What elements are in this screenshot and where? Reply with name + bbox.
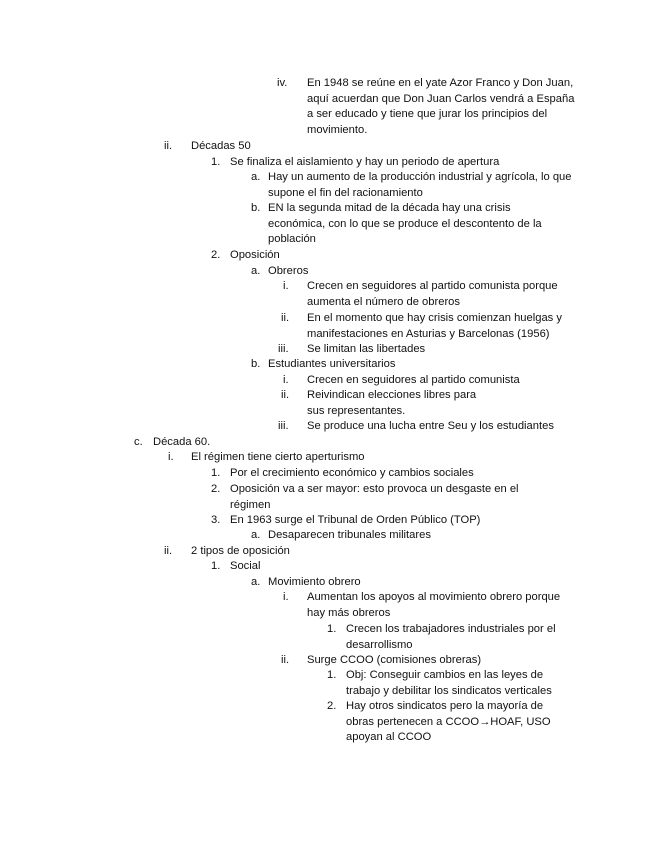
item-marker: i.	[283, 374, 289, 386]
item-text: Se limitan las libertades	[307, 343, 426, 355]
item-text: En 1948 se reúne en el yate Azor Franco y Don Juan, aquí acuerdan que Don Juan Carlos vendrá a España a ser educado y tiene que jurar los principios del movimiento.	[307, 77, 575, 136]
item-marker: b.	[251, 358, 261, 370]
item-text: 2 tipos de oposición	[191, 545, 290, 557]
item-marker: b.	[251, 202, 261, 214]
item-marker: 2.	[327, 700, 337, 712]
item-text: El régimen tiene cierto aperturismo	[191, 451, 365, 463]
item-marker: a.	[251, 265, 261, 277]
item-text: Surge CCOO (comisiones obreras)	[307, 654, 482, 666]
item-text: Décadas 50	[191, 140, 251, 152]
item-marker: ii.	[281, 654, 290, 666]
item-marker: ii.	[164, 140, 173, 152]
item-text: Hay un aumento de la producción industrial y agrícola, lo que supone el fin del racionamiento	[268, 171, 572, 199]
item-text: Reivindican elecciones libres para sus representantes.	[307, 389, 477, 417]
item-text: Crecen en seguidores al partido comunista	[307, 374, 520, 386]
item-marker: 1.	[211, 156, 221, 168]
item-text: Aumentan los apoyos al movimiento obrero porque hay más obreros	[307, 591, 561, 619]
item-marker: a.	[251, 171, 261, 183]
item-text: Oposición	[230, 249, 280, 261]
item-text: Crecen los trabajadores industriales por el desarrollismo	[346, 623, 556, 651]
item-text: En 1963 surge el Tribunal de Orden Público (TOP)	[230, 514, 481, 526]
item-marker: iii.	[278, 420, 289, 432]
item-marker: i.	[168, 451, 174, 463]
item-text: Obj: Conseguir cambios en las leyes de trabajo y debilitar los sindicatos verticales	[346, 669, 552, 697]
item-text: En el momento que hay crisis comienzan huelgas y manifestaciones en Asturias y Barcelonas (1956)	[307, 312, 562, 340]
item-text: Se finaliza el aislamiento y hay un periodo de apertura	[230, 156, 500, 168]
item-text: Oposición va a ser mayor: esto provoca un desgaste en el régimen	[230, 483, 519, 511]
item-text: EN la segunda mitad de la década hay una crisis económica, con lo que se produce el descontento de la población	[268, 202, 542, 246]
item-marker: i.	[283, 591, 289, 603]
item-text: Desaparecen tribunales militares	[268, 529, 431, 541]
item-marker: 1.	[211, 467, 221, 479]
item-marker: ii.	[164, 545, 173, 557]
item-text: Por el crecimiento económico y cambios sociales	[230, 467, 474, 479]
item-marker: 3.	[211, 514, 221, 526]
item-marker: iv.	[277, 77, 288, 89]
item-text: Movimiento obrero	[268, 576, 361, 588]
item-marker: c.	[134, 436, 143, 448]
item-marker: 1.	[327, 623, 337, 635]
item-text: Crecen en seguidores al partido comunista porque aumenta el número de obreros	[307, 280, 558, 308]
item-marker: 2.	[211, 249, 221, 261]
item-marker: 1.	[211, 560, 221, 572]
item-text: Obreros	[268, 265, 309, 277]
item-marker: 1.	[327, 669, 337, 681]
item-marker: iii.	[278, 343, 289, 355]
item-marker: a.	[251, 576, 261, 588]
item-marker: 2.	[211, 483, 221, 495]
item-marker: i.	[283, 280, 289, 292]
item-marker: ii.	[281, 389, 290, 401]
item-text: Hay otros sindicatos pero la mayoría de obras pertenecen a CCOO→HOAF, USO apoyan al CCOO	[346, 700, 551, 744]
item-marker: a.	[251, 529, 261, 541]
item-text: Estudiantes universitarios	[268, 358, 396, 370]
item-text: Social	[230, 560, 261, 572]
item-marker: ii.	[281, 312, 290, 324]
item-text: Se produce una lucha entre Seu y los estudiantes	[307, 420, 554, 432]
item-text: Década 60.	[153, 436, 211, 448]
